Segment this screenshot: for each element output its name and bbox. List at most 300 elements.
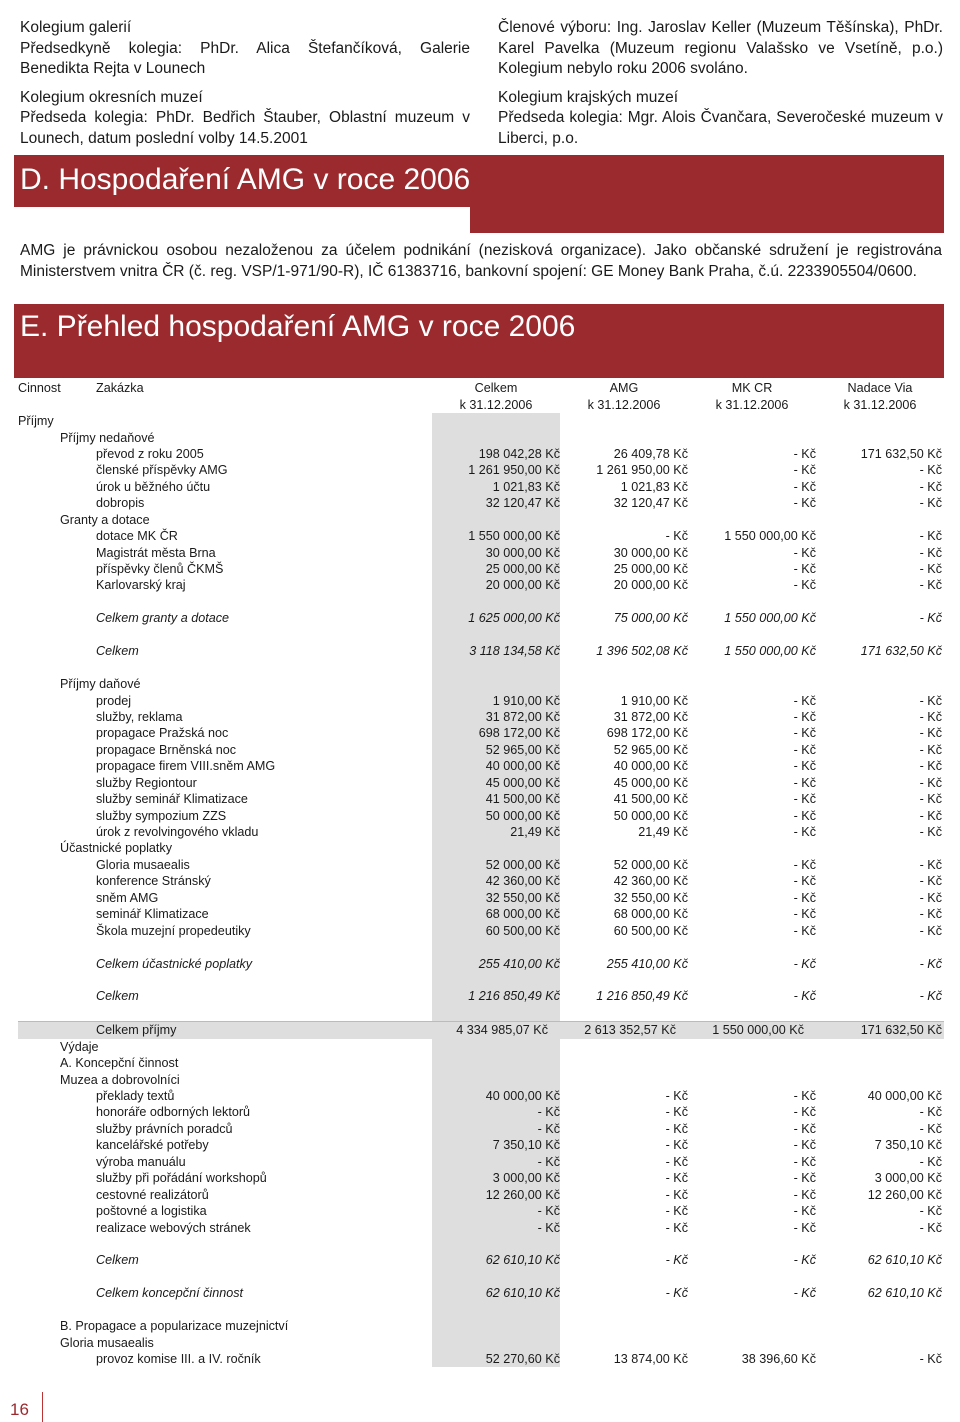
table-row [18, 544, 944, 560]
amount-cell: - Kč [432, 1154, 560, 1170]
amount-cell: - Kč [793, 479, 816, 494]
row-label: služby právních poradců [96, 1121, 233, 1136]
amount-cell: 198 042,28 Kč [432, 446, 560, 462]
table-row [18, 1137, 944, 1153]
amount-cell: - Kč [919, 956, 942, 971]
row-label: prodej [96, 693, 132, 708]
amount-cell: 52 965,00 Kč [613, 742, 688, 757]
amount-cell: 171 632,50 Kč [860, 446, 942, 461]
table-row [18, 446, 944, 462]
amount-cell: - Kč [793, 775, 816, 790]
amount-cell: - Kč [919, 808, 942, 823]
section-e-title: E. Přehled hospodaření AMG v roce 2006 [20, 310, 576, 343]
empty-cell [18, 906, 96, 922]
amount-cell: - Kč [793, 825, 816, 840]
row-label: příspěvky členů ČKMŠ [96, 562, 224, 577]
empty-cell [18, 1351, 96, 1367]
header-cell [18, 396, 96, 412]
amount-cell: - Kč [793, 857, 816, 872]
amount-cell: - Kč [793, 693, 816, 708]
row-label: dotace MK ČR [96, 529, 178, 544]
table-row [18, 1170, 944, 1186]
amount-cell: 62 610,10 Kč [867, 1286, 942, 1301]
table-row [18, 1351, 944, 1367]
table-row [18, 906, 944, 922]
table-row [18, 429, 944, 445]
empty-cell [18, 1203, 96, 1219]
table-row [18, 1236, 944, 1252]
amount-cell: - Kč [919, 562, 942, 577]
amount-cell: 1 396 502,08 Kč [596, 644, 688, 659]
amount-cell: - Kč [432, 1203, 560, 1219]
row-label: služby Regiontour [96, 775, 197, 790]
row-label: Celkem příjmy [96, 1022, 432, 1039]
amount-cell: - Kč [793, 496, 816, 511]
amount-cell: - Kč [793, 808, 816, 823]
section-d-band [14, 155, 500, 207]
empty-cell [18, 692, 96, 708]
table-row [18, 659, 944, 675]
empty-cell [18, 873, 96, 889]
empty-cell [18, 1088, 96, 1104]
section-e-band [14, 304, 944, 378]
amount-cell: - Kč [793, 463, 816, 478]
table-row [18, 840, 944, 856]
row-label: Celkem [96, 989, 139, 1004]
amount-cell: 3 000,00 Kč [432, 1170, 560, 1186]
table-row [18, 955, 944, 971]
empty-cell [18, 758, 96, 774]
amount-cell: - Kč [919, 693, 942, 708]
empty-cell [18, 742, 96, 758]
amount-cell: 62 610,10 Kč [867, 1253, 942, 1268]
table-row [18, 1104, 944, 1120]
amount-cell: 42 360,00 Kč [613, 874, 688, 889]
row-label: Výdaje [18, 1039, 944, 1055]
table-row [18, 1154, 944, 1170]
row-label: poštovné a logistika [96, 1204, 207, 1219]
amount-cell: - Kč [793, 956, 816, 971]
row-label: seminář Klimatizace [96, 907, 209, 922]
amount-cell: - Kč [793, 742, 816, 757]
amount-cell: - Kč [665, 1121, 688, 1136]
empty-cell [18, 775, 96, 791]
amount-cell: - Kč [919, 775, 942, 790]
table-row [18, 824, 944, 840]
row-label: převod z roku 2005 [96, 446, 204, 461]
amount-cell: 1 550 000,00 Kč [724, 644, 816, 659]
table-row [18, 1334, 944, 1350]
amount-cell: 21,49 Kč [432, 824, 560, 840]
row-label: Celkem účastnické poplatky [96, 956, 253, 971]
row-label: členské příspěvky AMG [96, 463, 228, 478]
table-row [18, 561, 944, 577]
amount-cell: - Kč [432, 1121, 560, 1137]
amount-cell: - Kč [919, 890, 942, 905]
amount-cell: - Kč [919, 1121, 942, 1136]
empty-cell [18, 627, 944, 643]
empty-cell [18, 857, 96, 873]
table-row [18, 577, 944, 593]
table-row [18, 791, 944, 807]
row-label: služby, reklama [96, 709, 183, 724]
amount-cell: 52 270,60 Kč [432, 1351, 560, 1367]
amount-cell: 62 610,10 Kč [432, 1285, 560, 1301]
amount-cell: - Kč [793, 1154, 816, 1169]
table-row [18, 676, 944, 692]
amount-cell: 75 000,00 Kč [613, 611, 688, 626]
table-row [18, 725, 944, 741]
amount-cell: - Kč [919, 874, 942, 889]
row-label: Celkem granty a dotace [96, 611, 230, 626]
amount-cell: - Kč [919, 759, 942, 774]
empty-cell [18, 1252, 96, 1268]
empty-cell [18, 1154, 96, 1170]
amount-cell: 2 613 352,57 Kč [560, 1022, 688, 1039]
amount-cell: 52 965,00 Kč [432, 742, 560, 758]
row-label: Magistrát města Brna [96, 545, 216, 560]
amount-cell: - Kč [665, 1187, 688, 1202]
amount-cell: - Kč [919, 545, 942, 560]
amount-cell: - Kč [793, 759, 816, 774]
row-label: úrok u běžného účtu [96, 479, 211, 494]
amount-cell: 52 000,00 Kč [432, 857, 560, 873]
row-label: Příjmy [18, 413, 944, 429]
amount-cell: - Kč [793, 923, 816, 938]
row-label: úrok z revolvingového vkladu [96, 825, 259, 840]
amount-cell: 698 172,00 Kč [432, 725, 560, 741]
empty-cell [18, 1269, 944, 1285]
table-row [18, 479, 944, 495]
amount-cell: 1 021,83 Kč [620, 479, 688, 494]
amount-cell: - Kč [919, 825, 942, 840]
row-label: Škola muzejní propedeutiky [96, 923, 251, 938]
amount-cell: - Kč [919, 989, 942, 1004]
amount-cell: - Kč [919, 1105, 942, 1120]
table-row [18, 857, 944, 873]
table-row [18, 1055, 944, 1071]
row-label: služby při pořádání workshopů [96, 1171, 267, 1186]
table-row [18, 1186, 944, 1202]
row-label: Karlovarský kraj [96, 578, 186, 593]
empty-cell [18, 528, 96, 544]
amount-cell: 1 550 000,00 Kč [432, 528, 560, 544]
amount-cell: 1 910,00 Kč [432, 692, 560, 708]
amount-cell: 255 410,00 Kč [606, 956, 688, 971]
empty-cell [18, 462, 96, 478]
row-label: Gloria musaealis [18, 1334, 944, 1350]
table-row [18, 1203, 944, 1219]
finance-table [18, 380, 944, 1367]
table-row [18, 758, 944, 774]
empty-cell [18, 561, 96, 577]
row-label: Příjmy nedaňové [18, 429, 944, 445]
amount-cell: - Kč [919, 726, 942, 741]
amount-cell: 45 000,00 Kč [613, 775, 688, 790]
row-label: honoráře odborných lektorů [96, 1105, 251, 1120]
amount-cell: - Kč [665, 1204, 688, 1219]
amount-cell: - Kč [919, 529, 942, 544]
amount-cell: - Kč [665, 1138, 688, 1153]
empty-cell [18, 824, 96, 840]
amount-cell: 60 500,00 Kč [613, 923, 688, 938]
empty-cell [18, 988, 96, 1004]
table-row [18, 1022, 944, 1039]
header-cell: Zakázka [96, 381, 144, 396]
amount-cell: - Kč [919, 578, 942, 593]
table-row [18, 643, 944, 659]
collegium-district-museums-text: Předseda kolegia: PhDr. Bedřich Štauber, Oblastní muzeum v Lounech, datum poslední volby 14.5.2001 [20, 109, 470, 147]
amount-cell: 1 261 950,00 Kč [432, 462, 560, 478]
row-label: propagace Pražská noc [96, 726, 229, 741]
amount-cell: - Kč [793, 1286, 816, 1301]
amount-cell: - Kč [793, 562, 816, 577]
amount-cell: 60 500,00 Kč [432, 922, 560, 938]
header-cell: Nadace Via [847, 381, 913, 396]
amount-cell: - Kč [665, 1220, 688, 1235]
row-label: Příjmy daňové [18, 676, 944, 692]
amount-cell: 50 000,00 Kč [432, 807, 560, 823]
amount-cell: - Kč [665, 1253, 688, 1268]
amount-cell: 1 910,00 Kč [620, 693, 688, 708]
amount-cell: 41 500,00 Kč [613, 792, 688, 807]
amount-cell: 1 021,83 Kč [432, 479, 560, 495]
header-cell: Celkem [474, 381, 518, 396]
amount-cell: - Kč [919, 742, 942, 757]
amount-cell: 3 000,00 Kč [874, 1171, 942, 1186]
table-row [18, 709, 944, 725]
amount-cell: 38 396,60 Kč [741, 1352, 816, 1367]
table-row [18, 939, 944, 955]
header-cell: Cinnost [18, 381, 61, 396]
amount-cell: 40 000,00 Kč [432, 1088, 560, 1104]
amount-cell: 40 000,00 Kč [867, 1089, 942, 1104]
table-row [18, 594, 944, 610]
row-label: služby seminář Klimatizace [96, 792, 248, 807]
empty-cell [18, 791, 96, 807]
empty-cell [18, 1121, 96, 1137]
amount-cell: - Kč [793, 890, 816, 905]
table-row [18, 988, 944, 1004]
amount-cell: - Kč [793, 1171, 816, 1186]
amount-cell: 3 118 134,58 Kč [432, 643, 560, 659]
amount-cell: - Kč [793, 578, 816, 593]
row-label: B. Propagace a popularizace muzejnictví [18, 1318, 944, 1334]
amount-cell: 12 260,00 Kč [432, 1186, 560, 1202]
empty-cell [18, 922, 96, 938]
row-label: překlady textů [96, 1089, 175, 1104]
amount-cell: 255 410,00 Kč [432, 955, 560, 971]
empty-cell [18, 1219, 96, 1235]
committee-members-text: Členové výboru: Ing. Jaroslav Keller (Muzeum Těšínska), PhDr. Karel Pavelka (Muzeum regionu Valašsko ve Vsetíně, p.o.) Kolegium nebylo roku 2006 svoláno. [498, 19, 943, 77]
page-number: 16 [10, 1400, 29, 1419]
amount-cell: - Kč [919, 1204, 942, 1219]
amount-cell: 1 261 950,00 Kč [596, 463, 688, 478]
page-number-box [0, 1392, 43, 1422]
row-label: sněm AMG [96, 890, 159, 905]
amount-cell: - Kč [793, 1220, 816, 1235]
row-label: propagace Brněnská noc [96, 742, 237, 757]
amount-cell: 21,49 Kč [638, 825, 688, 840]
table-row [18, 873, 944, 889]
empty-cell [18, 659, 944, 675]
empty-cell [18, 1005, 944, 1022]
amount-cell: 698 172,00 Kč [606, 726, 688, 741]
amount-cell: 40 000,00 Kč [432, 758, 560, 774]
empty-cell [18, 1186, 96, 1202]
table-row [18, 462, 944, 478]
row-label: cestovné realizátorů [96, 1187, 209, 1202]
table-header-row [18, 380, 944, 396]
section-d-band-right [470, 155, 944, 233]
amount-cell: 40 000,00 Kč [613, 759, 688, 774]
amount-cell: - Kč [793, 1138, 816, 1153]
empty-cell [18, 1285, 96, 1301]
amount-cell: - Kč [793, 792, 816, 807]
empty-cell [18, 890, 96, 906]
amount-cell: 7 350,10 Kč [874, 1138, 942, 1153]
amount-cell: - Kč [665, 1089, 688, 1104]
row-label: Gloria musaealis [96, 857, 190, 872]
table-row [18, 692, 944, 708]
amount-cell: - Kč [919, 792, 942, 807]
row-label: výroba manuálu [96, 1154, 186, 1169]
amount-cell: 20 000,00 Kč [613, 578, 688, 593]
amount-cell: 45 000,00 Kč [432, 775, 560, 791]
header-cell [96, 396, 432, 412]
row-label: Účastnické poplatky [18, 840, 944, 856]
amount-cell: 171 632,50 Kč [816, 1022, 944, 1039]
amount-cell: 26 409,78 Kč [613, 446, 688, 461]
amount-cell: - Kč [793, 874, 816, 889]
table-row [18, 627, 944, 643]
table-row [18, 1252, 944, 1268]
empty-cell [18, 1170, 96, 1186]
header-cell: MK CR [731, 381, 773, 396]
amount-cell: 30 000,00 Kč [613, 545, 688, 560]
table-row [18, 1005, 944, 1022]
amount-cell: 31 872,00 Kč [613, 709, 688, 724]
amount-cell: - Kč [919, 496, 942, 511]
amount-cell: 31 872,00 Kč [432, 709, 560, 725]
amount-cell: - Kč [793, 989, 816, 1004]
amount-cell: 1 216 850,49 Kč [432, 988, 560, 1004]
amount-cell: 41 500,00 Kč [432, 791, 560, 807]
amount-cell: 1 625 000,00 Kč [432, 610, 560, 626]
right-column [498, 18, 943, 149]
amount-cell: - Kč [919, 1352, 942, 1367]
amount-cell: 32 120,47 Kč [613, 496, 688, 511]
empty-cell [18, 1236, 944, 1252]
table-row [18, 1088, 944, 1104]
amount-cell: - Kč [793, 709, 816, 724]
row-label: Granty a dotace [18, 512, 944, 528]
subheader-cell: k 31.12.2006 [715, 397, 789, 412]
row-label: dobropis [96, 496, 145, 511]
table-row [18, 495, 944, 511]
row-label: provoz komise III. a IV. ročník [96, 1352, 261, 1367]
intro-paragraph: AMG je právnickou osobou nezaloženou za účelem podnikání (nezisková organizace). Jako občanské sdružení je registrována Ministerstvem vnitra ČR (č. reg. VSP/1-971/90-R), IČ 61383716, bankovní spojení: GE Money Bank Praha, č.ú. 2233905504/0600. [20, 242, 942, 280]
table-row [18, 922, 944, 938]
table-row [18, 610, 944, 626]
amount-cell: - Kč [432, 1104, 560, 1120]
row-label: kancelářské potřeby [96, 1138, 209, 1153]
empty-cell [18, 1137, 96, 1153]
amount-cell: 50 000,00 Kč [613, 808, 688, 823]
amount-cell: 1 550 000,00 Kč [724, 529, 816, 544]
table-row [18, 972, 944, 988]
empty-cell [18, 807, 96, 823]
empty-cell [18, 1302, 944, 1318]
amount-cell: - Kč [919, 923, 942, 938]
amount-cell: 13 874,00 Kč [613, 1352, 688, 1367]
row-label: konference Stránský [96, 874, 211, 889]
amount-cell: 1 216 850,49 Kč [596, 989, 688, 1004]
amount-cell: - Kč [665, 1154, 688, 1169]
row-label: Celkem [96, 644, 139, 659]
row-label: Muzea a dobrovolníci [18, 1071, 944, 1087]
amount-cell: - Kč [432, 1219, 560, 1235]
amount-cell: 32 120,47 Kč [432, 495, 560, 511]
amount-cell: 12 260,00 Kč [867, 1187, 942, 1202]
empty-cell [18, 495, 96, 511]
amount-cell: - Kč [665, 1286, 688, 1301]
amount-cell: - Kč [919, 479, 942, 494]
collegium-regional-museums-text: Předseda kolegia: Mgr. Alois Čvančara, Severočeské muzeum v Liberci, p.o. [498, 109, 943, 147]
collegium-galleries-text: Předsedkyně kolegia: PhDr. Alica Štefančíková, Galerie Benedikta Rejta v Lounech [20, 39, 470, 77]
amount-cell: 25 000,00 Kč [432, 561, 560, 577]
empty-cell [18, 577, 96, 593]
amount-cell: - Kč [793, 545, 816, 560]
amount-cell: - Kč [665, 1105, 688, 1120]
amount-cell: - Kč [793, 1089, 816, 1104]
subheader-cell: k 31.12.2006 [587, 397, 661, 412]
amount-cell: 42 360,00 Kč [432, 873, 560, 889]
table-row [18, 1219, 944, 1235]
table-row [18, 1318, 944, 1334]
amount-cell: - Kč [919, 1154, 942, 1169]
table-row [18, 742, 944, 758]
header-cell: AMG [609, 381, 639, 396]
amount-cell: - Kč [793, 1204, 816, 1219]
amount-cell: 25 000,00 Kč [613, 562, 688, 577]
empty-cell [18, 709, 96, 725]
table-row [18, 528, 944, 544]
amount-cell: 32 550,00 Kč [432, 890, 560, 906]
empty-cell [18, 643, 96, 659]
amount-cell: - Kč [793, 1187, 816, 1202]
amount-cell: 68 000,00 Kč [613, 907, 688, 922]
amount-cell: - Kč [919, 1220, 942, 1235]
empty-cell [18, 1022, 96, 1039]
amount-cell: 1 550 000,00 Kč [724, 611, 816, 626]
empty-cell [18, 1104, 96, 1120]
row-label: služby sympozium ZZS [96, 808, 227, 823]
amount-cell: - Kč [919, 611, 942, 626]
table-row [18, 1039, 944, 1055]
amount-cell: - Kč [793, 446, 816, 461]
amount-cell: - Kč [665, 1171, 688, 1186]
amount-cell: - Kč [793, 907, 816, 922]
table-row [18, 1302, 944, 1318]
amount-cell: 68 000,00 Kč [432, 906, 560, 922]
amount-cell: - Kč [665, 529, 688, 544]
table-row [18, 1285, 944, 1301]
collegium-district-museums-head: Kolegium okresních muzeí [20, 88, 203, 106]
empty-cell [18, 479, 96, 495]
collegium-regional-museums-head: Kolegium krajských muzeí [498, 88, 679, 106]
section-d-title: D. Hospodaření AMG v roce 2006 [20, 163, 471, 196]
